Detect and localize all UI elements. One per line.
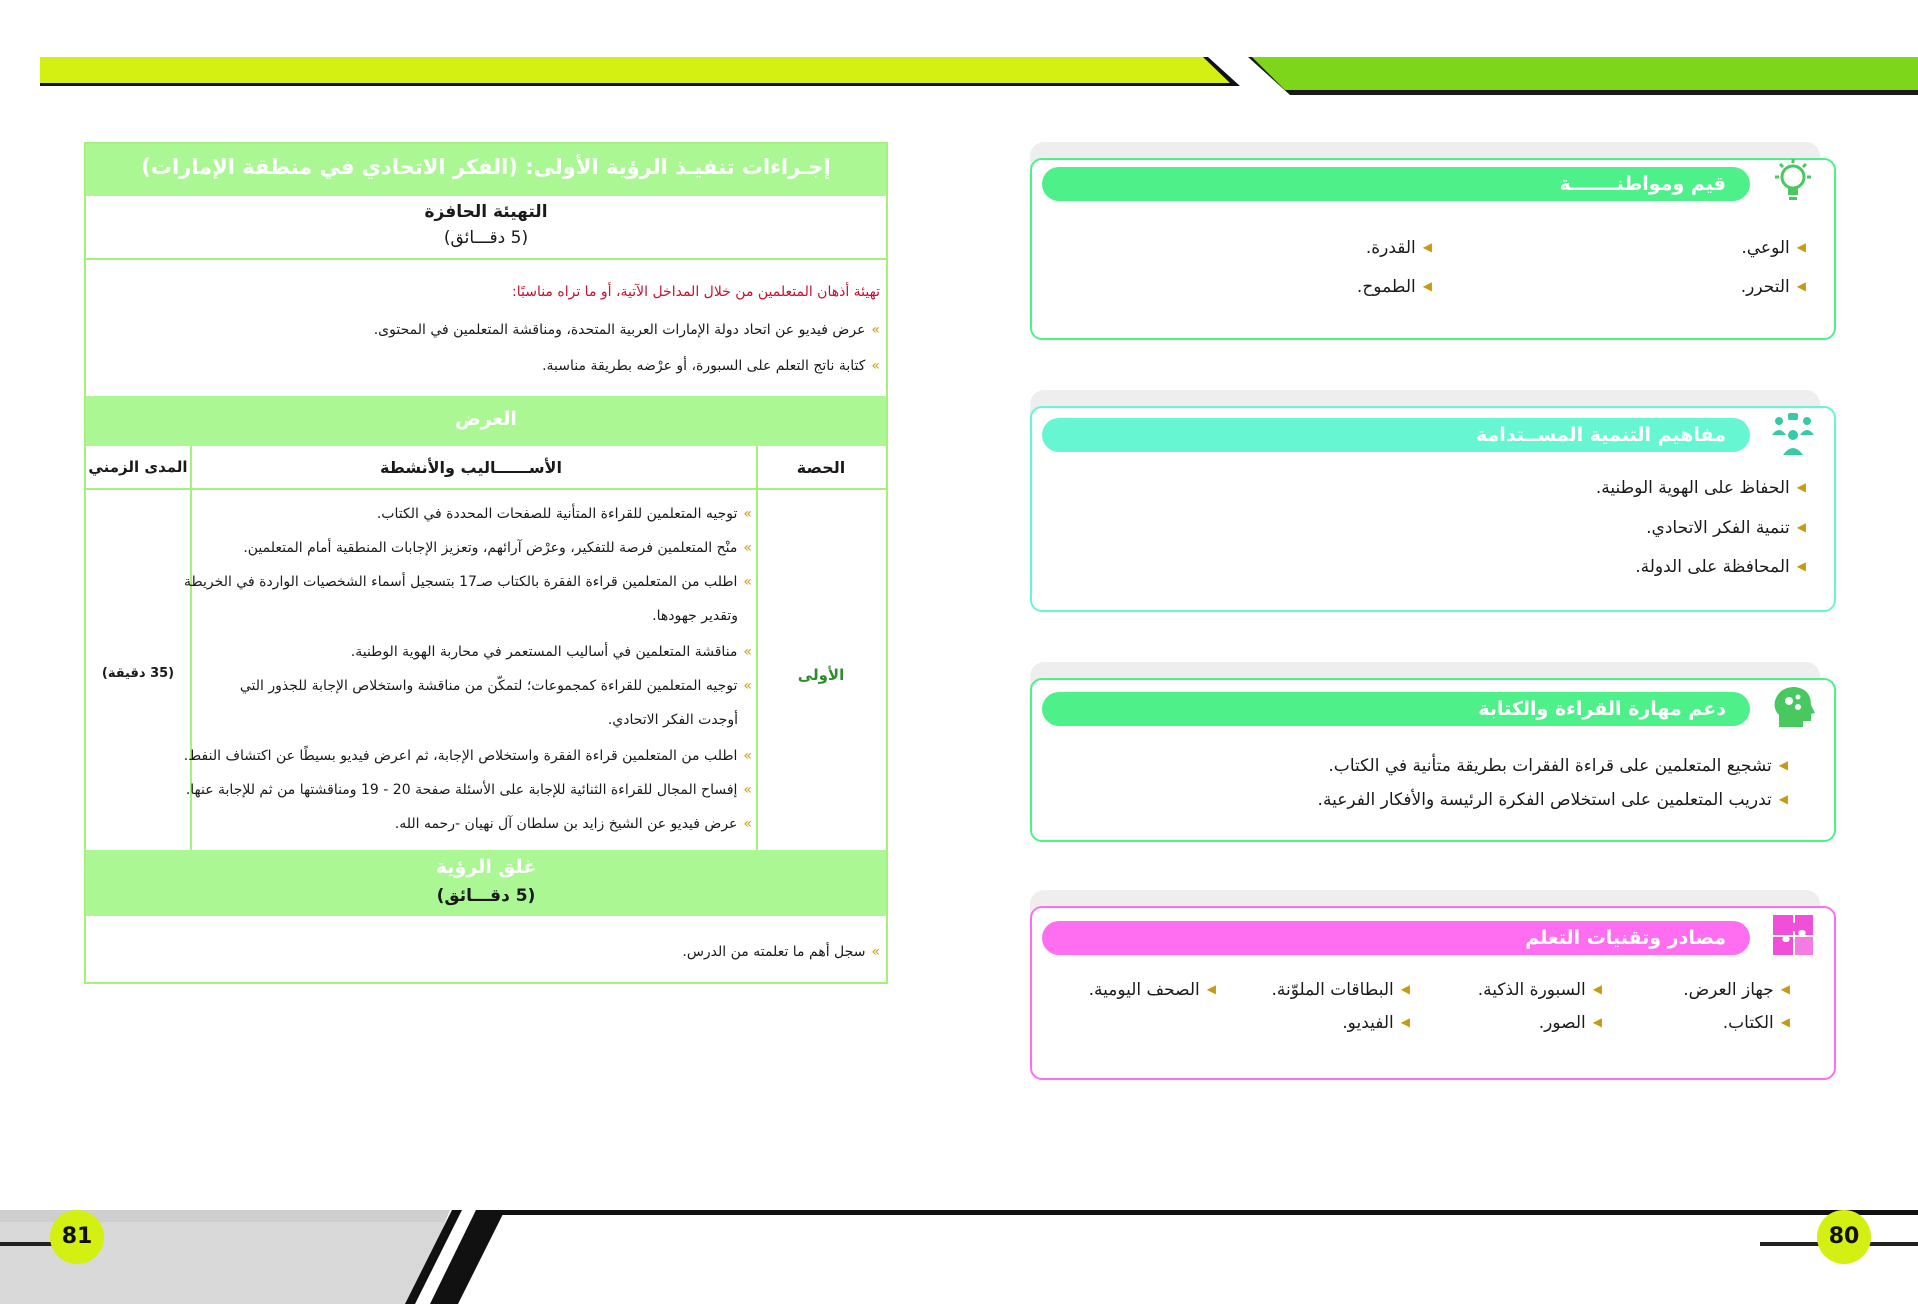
col-header-time: المدى الزمني — [88, 458, 188, 476]
list-item: ◀البطاقات الملوّنة. — [1271, 980, 1410, 1000]
list-item: »عرض فيديو عن الشيخ زايد بن سلطان آل نهيان -رحمه الله. — [394, 816, 752, 832]
head-gears-icon — [1762, 676, 1824, 738]
list-item-continued: أوجدت الفكر الاتحادي. — [607, 712, 738, 728]
list-item: »إفساح المجال للقراءة الثنائية للإجابة على الأسئلة صفحة 20 - 19 ومناقشتها من ثم للإجابة عنها. — [185, 782, 752, 798]
list-item: ◀السبورة الذكية. — [1477, 980, 1602, 1000]
list-item: ◀المحافظة على الدولة. — [1635, 557, 1806, 577]
table-title: إجـراءات تنفيـذ الرؤية الأولى: (الفكر الاتحادي في منطقة الإمارات) — [141, 155, 831, 179]
resources-card-title: مصادر وتقنيات التعلم — [1042, 921, 1750, 955]
session-label: الأولى — [797, 666, 845, 684]
list-item: »اطلب من المتعلمين قراءة الفقرة واستخلاص الإجابة، ثم اعرض فيديو بسيطًا عن اكتشاف النفط. — [183, 748, 752, 764]
table-title-band — [86, 144, 886, 196]
page-number-right: 80 — [1817, 1210, 1871, 1264]
list-item: ◀القدرة. — [1365, 238, 1432, 258]
col-header-activities: الأســــــاليب والأنشطة — [380, 458, 562, 477]
session-time: (35 دقيقة) — [101, 666, 175, 681]
list-item: ◀تشجيع المتعلمين على قراءة الفقرات بطريقة متأنية في الكتاب. — [1328, 756, 1788, 776]
warmup-title: التهيئة الحافزة — [424, 202, 548, 222]
list-item: ◀الكتاب. — [1722, 1013, 1790, 1033]
list-item: ◀تدريب المتعلمين على استخلاص الفكرة الرئيسة والأفكار الفرعية. — [1317, 790, 1788, 810]
puzzle-icon — [1762, 904, 1824, 966]
page-number-left: 81 — [50, 1210, 104, 1264]
list-item: ◀التحرر. — [1740, 277, 1806, 297]
list-item: ◀الحفاظ على الهوية الوطنية. — [1595, 478, 1806, 498]
procedures-table — [84, 142, 888, 984]
lightbulb-icon — [1762, 150, 1824, 212]
bottom-banner — [0, 1210, 1918, 1304]
sustainability-card-title: مفاهيم التنمية المســتدامة — [1042, 418, 1750, 452]
list-item: ◀الفيديو. — [1342, 1013, 1410, 1033]
closing-title: غلق الرؤية — [435, 856, 537, 878]
closing-duration: (5 دقـــائق) — [436, 886, 536, 906]
list-item: »سجل أهم ما تعلمته من الدرس. — [682, 944, 880, 960]
top-banner — [0, 50, 1918, 100]
list-item: »مناقشة المتعلمين في أساليب المستعمر في محاربة الهوية الوطنية. — [350, 644, 752, 660]
list-item: »منْح المتعلمين فرصة للتفكير، وعرْض آرائهم، وتعزيز الإجابات المنطقية أمام المتعلمين. — [243, 540, 752, 556]
list-item-continued: وتقدير جهودها. — [652, 608, 738, 624]
presentation-title: العرض — [455, 408, 517, 430]
reading-card-title: دعم مهارة القراءة والكتابة — [1042, 692, 1750, 726]
list-item: »اطلب من المتعلمين قراءة الفقرة بالكتاب صـ17 بتسجيل أسماء الشخصيات الواردة في الخريطة — [184, 574, 752, 590]
list-item: »توجيه المتعلمين للقراءة المتأنية للصفحات المحددة في الكتاب. — [376, 506, 752, 522]
list-item: ◀الوعي. — [1741, 238, 1806, 258]
list-item: »عرض فيديو عن اتحاد دولة الإمارات العربية المتحدة، ومناقشة المتعلمين في المحتوى. — [373, 322, 880, 338]
list-item: ◀الصحف اليومية. — [1088, 980, 1216, 1000]
warmup-intro: تهيئة أذهان المتعلمين من خلال المداخل الآتية، أو ما تراه مناسبًا: — [512, 284, 880, 300]
values-card-title: قيم ومواطنـــــــة — [1042, 167, 1750, 201]
list-item: ◀الصور. — [1538, 1013, 1602, 1033]
list-item: ◀الطموح. — [1356, 277, 1432, 297]
list-item: »كتابة ناتج التعلم على السبورة، أو عرْضه بطريقة مناسبة. — [542, 358, 880, 374]
closing-band — [86, 850, 886, 916]
list-item: ◀تنمية الفكر الاتحادي. — [1646, 518, 1806, 538]
warmup-duration: (5 دقـــائق) — [443, 228, 529, 248]
presentation-band — [86, 396, 886, 446]
col-header-session: الحصة — [796, 458, 846, 477]
group-icon — [1762, 404, 1824, 466]
list-item: ◀جهاز العرض. — [1683, 980, 1790, 1000]
list-item: »توجيه المتعلمين للقراءة كمجموعات؛ لتمكّن من مناقشة واستخلاص الإجابة للجذور التي — [239, 678, 752, 694]
